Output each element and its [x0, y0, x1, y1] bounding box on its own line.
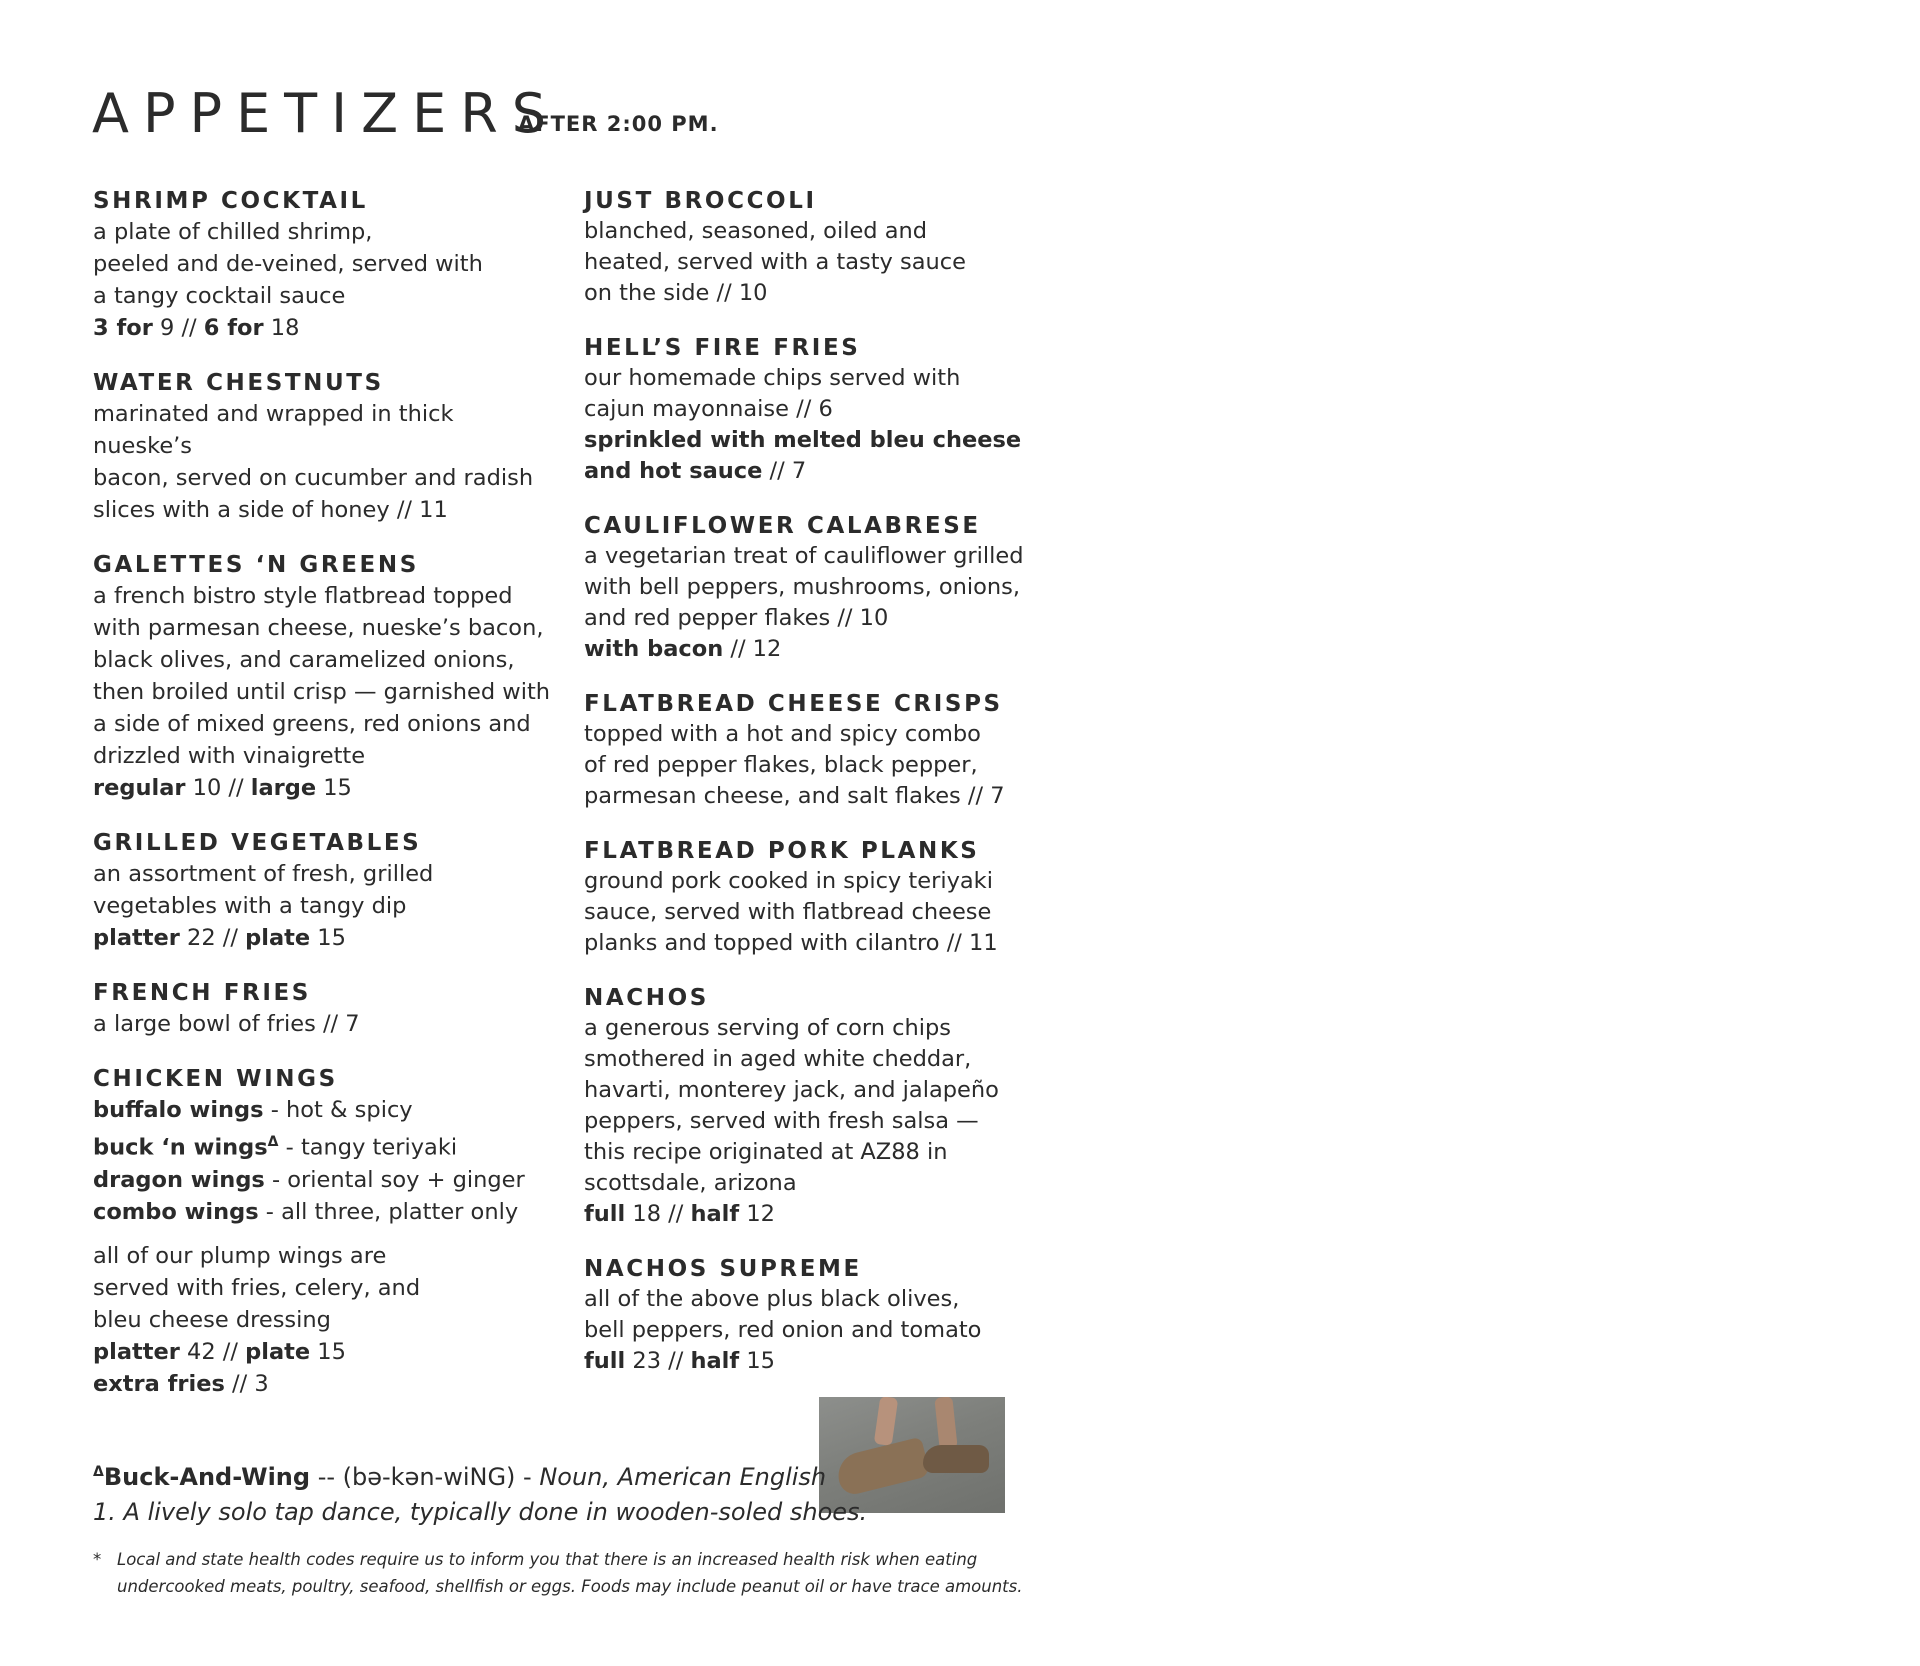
wing-option: buffalo wings - hot & spicy [93, 1097, 413, 1123]
item-name: WATER CHESTNUTS [93, 370, 384, 396]
menu-item-water-chestnuts [93, 368, 553, 526]
menu-item-flatbread-pork-planks [584, 836, 1054, 959]
item-description: ground pork cooked in spicy teriyaki sauce, served with flatbread cheese planks and topped with cilantro // 11 [584, 868, 998, 956]
item-description: a plate of chilled shrimp, peeled and de-veined, served with a tangy cocktail sauce [93, 219, 483, 309]
item-description: blanched, seasoned, oiled and heated, served with a tasty sauce on the side // 10 [584, 218, 966, 306]
menu-column-right [584, 186, 1054, 1401]
item-description: a french bistro style flatbread topped with parmesan cheese, nueske’s bacon, black olives, and caramelized onions, then broiled until crisp — garnished with a side of mixed greens, red onions and drizzled with vinaigrette [93, 583, 551, 769]
item-name: FLATBREAD CHEESE CRISPS [584, 691, 1003, 717]
item-name: NACHOS [584, 985, 709, 1011]
item-price: platter 42 // plate 15 [93, 1338, 346, 1365]
item-price: regular 10 // large 15 [93, 775, 352, 801]
wing-option: buck ‘n wings$^\Delta$ - tangy teriyaki [93, 1134, 458, 1161]
menu-column-left [93, 186, 553, 1424]
item-upgrade-price: and hot sauce // 7 [584, 458, 807, 484]
item-name: GRILLED VEGETABLES [93, 830, 422, 856]
menu-item-cauliflower-calabrese [584, 511, 1054, 665]
page-subtitle: AFTER 2:00 PM. [518, 112, 719, 136]
item-description: our homemade chips served with cajun mayonnaise // 6 [584, 365, 961, 422]
item-name: NACHOS SUPREME [584, 1256, 862, 1282]
menu-item-just-broccoli [584, 186, 1054, 309]
menu-item-chicken-wings [93, 1064, 553, 1400]
glossary-headword: $^\Delta$Buck-And-Wing -- (bə-kən-wiNG) - Noun, American English [93, 1463, 827, 1491]
item-name: FLATBREAD PORK PLANKS [584, 838, 980, 864]
item-name: CHICKEN WINGS [93, 1066, 338, 1092]
menu-item-nachos [584, 983, 1054, 1230]
item-price: full 18 // half 12 [584, 1201, 775, 1227]
menu-item-galettes [93, 550, 553, 804]
item-name: FRENCH FRIES [93, 980, 311, 1006]
wing-option: combo wings - all three, platter only [93, 1198, 519, 1225]
item-description: a vegetarian treat of cauliflower grilled with bell peppers, mushrooms, onions, and red pepper flakes // 10 [584, 543, 1024, 631]
menu-item-nachos-supreme [584, 1254, 1054, 1377]
item-upgrade: sprinkled with melted bleu cheese [584, 427, 1022, 453]
glossary-definition: 1. A lively solo tap dance, typically done in wooden-soled shoes. [93, 1498, 868, 1526]
item-description: topped with a hot and spicy combo of red pepper flakes, black pepper, parmesan cheese, and salt flakes // 7 [584, 721, 1005, 809]
item-extra-price: extra fries // 3 [93, 1370, 269, 1397]
item-name: GALETTES ‘N GREENS [93, 552, 419, 578]
menu-item-grilled-vegetables [93, 828, 553, 954]
item-name: JUST BROCCOLI [584, 188, 817, 214]
menu-item-french-fries [93, 978, 553, 1040]
menu-item-flatbread-cheese-crisps [584, 689, 1054, 812]
item-description: a large bowl of fries // 7 [93, 1011, 360, 1037]
item-price: 3 for 9 // 6 for 18 [93, 315, 300, 341]
item-price: platter 22 // plate 15 [93, 925, 346, 951]
item-description: a generous serving of corn chips smothered in aged white cheddar, havarti, monterey jack, and jalapeño peppers, served with fresh salsa — this recipe originated at AZ88 in scottsdale, arizona [584, 1015, 999, 1196]
footnote-text: Local and state health codes require us to inform you that there is an increased health risk when eating undercooked meats, poultry, seafood, shellfish or eggs. Foods may include peanut oil or have trace amounts. [117, 1550, 1023, 1596]
wings-note: all of our plump wings are served with fries, celery, and bleu cheese dressing [93, 1242, 421, 1333]
item-name: HELL’S FIRE FRIES [584, 335, 861, 361]
item-description: an assortment of fresh, grilled vegetables with a tangy dip [93, 861, 434, 919]
item-description: all of the above plus black olives, bell peppers, red onion and tomato [584, 1286, 982, 1343]
health-footnote [93, 1546, 1033, 1600]
item-name: CAULIFLOWER CALABRESE [584, 513, 981, 539]
footnote-asterisk: * [93, 1550, 102, 1569]
wing-option: dragon wings - oriental soy + ginger [93, 1166, 525, 1193]
page-title: APPETIZERS [92, 82, 561, 145]
item-name: SHRIMP COCKTAIL [93, 188, 368, 214]
menu-item-hells-fire-fries [584, 333, 1054, 487]
glossary-entry [93, 1455, 867, 1530]
item-price: full 23 // half 15 [584, 1348, 775, 1374]
menu-item-shrimp-cocktail [93, 186, 553, 344]
item-upgrade-price: with bacon // 12 [584, 636, 782, 662]
item-description: marinated and wrapped in thick nueske’s bacon, served on cucumber and radish slices with a side of honey // 11 [93, 401, 534, 523]
